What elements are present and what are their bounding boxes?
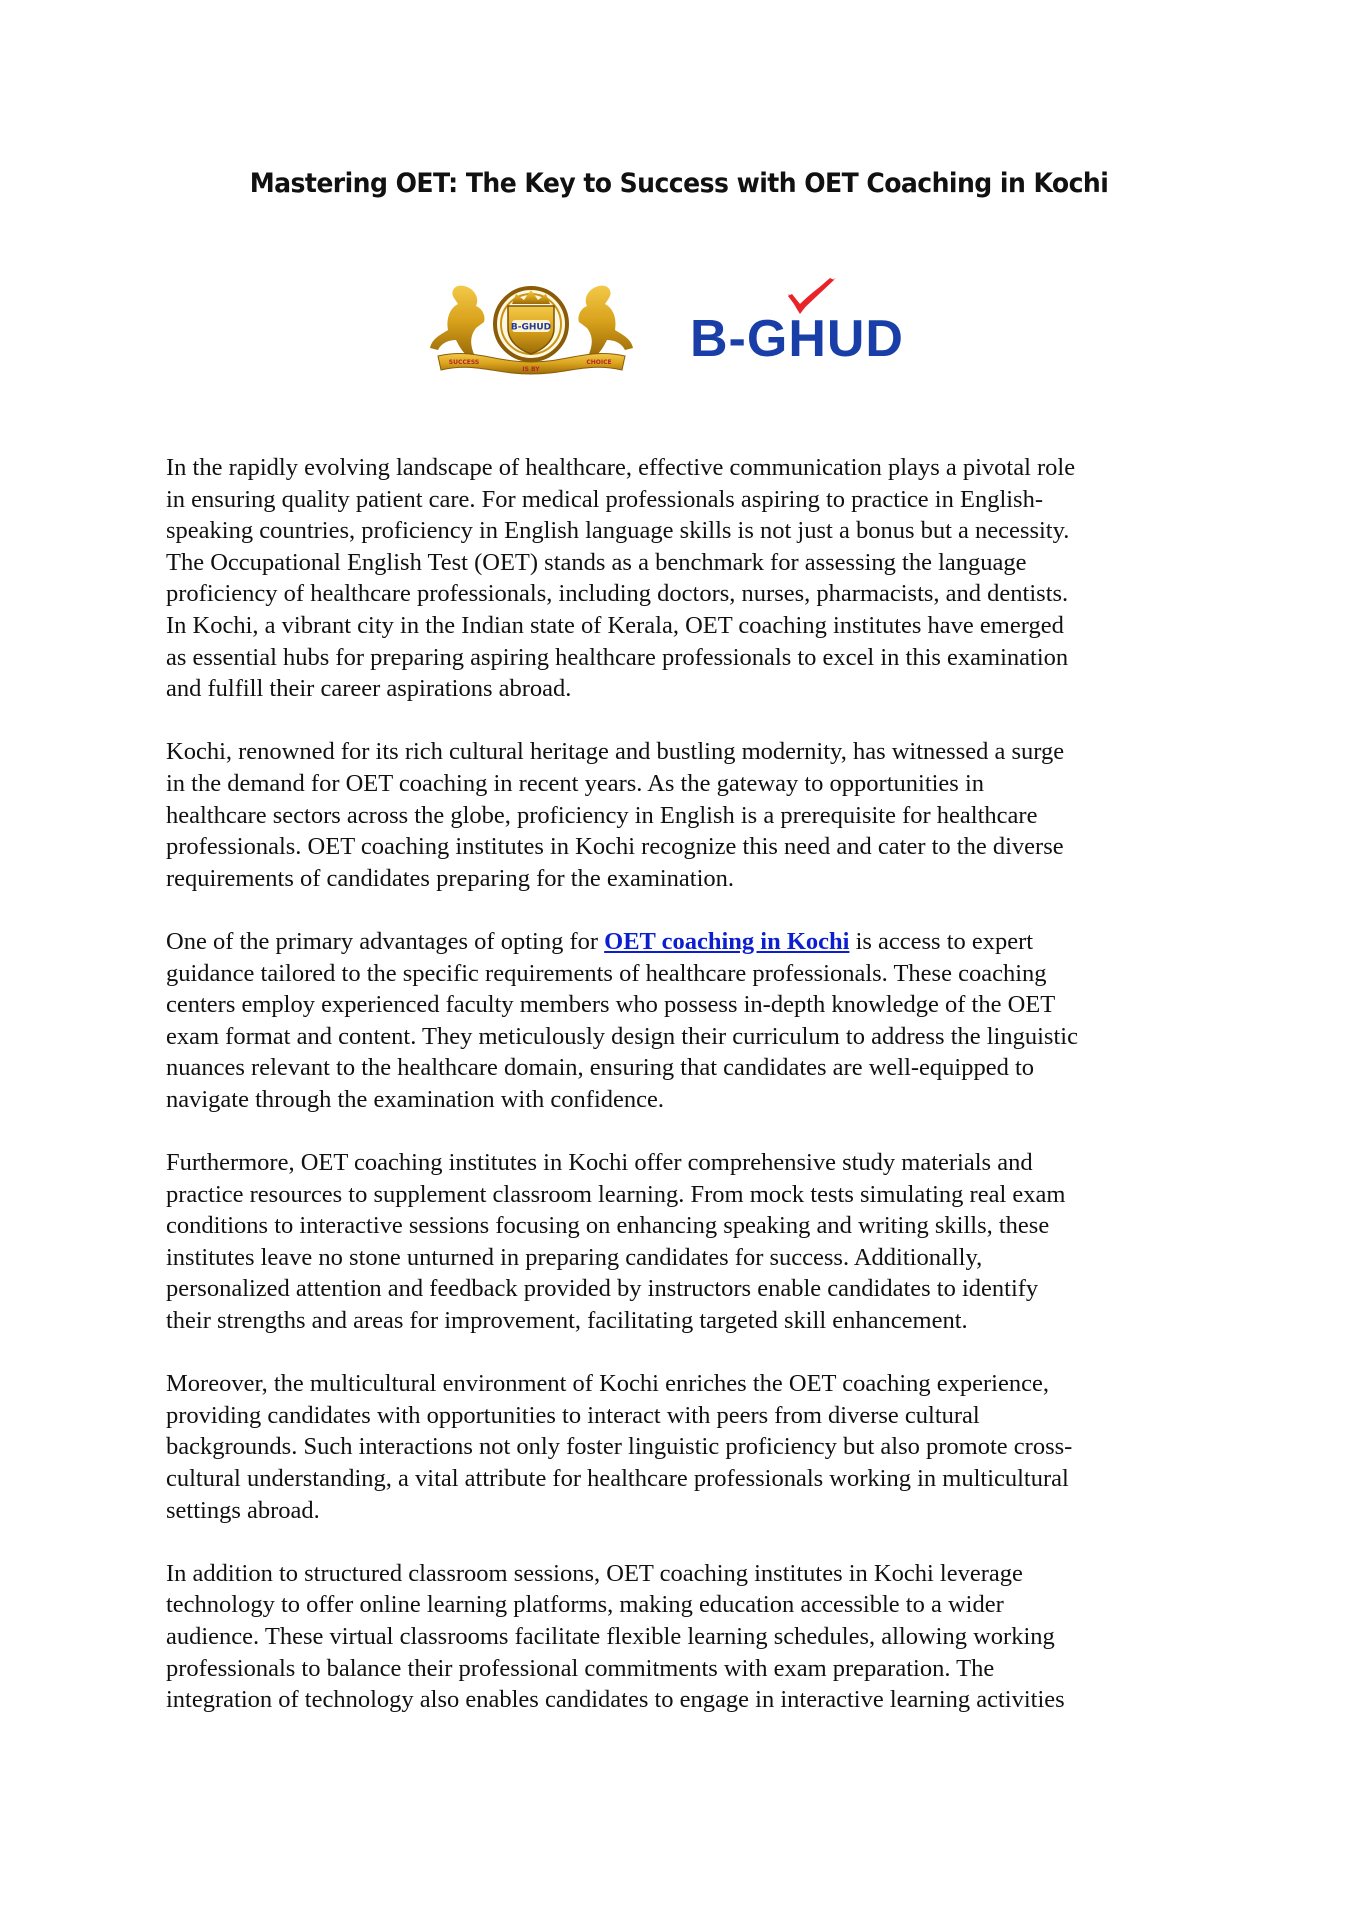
paragraph-1 bbox=[166, 452, 1206, 705]
text-line: Furthermore, OET coaching institutes in Kochi offer comprehensive study materials and bbox=[166, 1149, 1033, 1177]
text-line: In the rapidly evolving landscape of healthcare, effective communication plays a pivotal role bbox=[166, 454, 1076, 481]
oet-coaching-kochi-link[interactable]: OET coaching in Kochi bbox=[604, 927, 850, 955]
paragraph-4 bbox=[166, 1147, 1206, 1337]
page-title: Mastering OET: The Key to Success with OET Coaching in Kochi bbox=[249, 168, 1109, 199]
text-line: providing candidates with opportunities to interact with peers from diverse cultural bbox=[166, 1401, 980, 1429]
paragraph-5 bbox=[166, 1368, 1206, 1526]
text-line: Kochi, renowned for its rich cultural heritage and bustling modernity, has witnessed a surge bbox=[166, 738, 1065, 766]
text-line: nuances relevant to the healthcare domain, ensuring that candidates are well-equipped to bbox=[166, 1054, 1035, 1082]
text-line: audience. These virtual classrooms facilitate flexible learning schedules, allowing working bbox=[166, 1622, 1055, 1650]
svg-text:SUCCESS: SUCCESS bbox=[448, 359, 480, 366]
text-line: personalized attention and feedback provided by instructors enable candidates to identify bbox=[166, 1275, 1039, 1303]
text-line: guidance tailored to the specific requirements of healthcare professionals. These coaching bbox=[166, 959, 1047, 987]
text-line: cultural understanding, a vital attribute for healthcare professionals working in multicultural bbox=[166, 1465, 1069, 1492]
text-line: centers employ experienced faculty members who possess in-depth knowledge of the OET bbox=[166, 991, 1056, 1019]
text-line: proficiency of healthcare professionals, including doctors, nurses, pharmacists, and dentists. bbox=[166, 580, 1069, 608]
paragraph-2 bbox=[166, 736, 1206, 894]
crest-logo-icon bbox=[424, 278, 639, 378]
text-line: speaking countries, proficiency in English language skills is not just a bonus but a necessity. bbox=[166, 517, 1070, 545]
svg-text:B-GHUD: B-GHUD bbox=[690, 310, 904, 368]
text-line: professionals. OET coaching institutes in Kochi recognize this need and cater to the diverse bbox=[166, 833, 1064, 861]
text-line: in the demand for OET coaching in recent years. As the gateway to opportunities in bbox=[166, 769, 985, 797]
text-after-link: is access to expert bbox=[849, 927, 1034, 955]
text-line: In Kochi, a vibrant city in the Indian state of Kerala, OET coaching institutes have emerged bbox=[166, 611, 1064, 639]
article-body bbox=[166, 452, 1206, 1747]
text-line: settings abroad. bbox=[166, 1496, 320, 1524]
text-line: integration of technology also enables candidates to engage in interactive learning activities bbox=[166, 1686, 1065, 1714]
text-line: navigate through the examination with confidence. bbox=[166, 1085, 665, 1113]
text-line: healthcare sectors across the globe, proficiency in English is a prerequisite for healthcare bbox=[166, 801, 1038, 829]
svg-text:CHOICE: CHOICE bbox=[586, 359, 612, 366]
text-line: their strengths and areas for improvement, facilitating targeted skill enhancement. bbox=[166, 1307, 968, 1335]
text-line: backgrounds. Such interactions not only foster linguistic proficiency but also promote cross- bbox=[166, 1433, 1073, 1461]
text-line: professionals to balance their professional commitments with exam preparation. The bbox=[166, 1654, 995, 1682]
text-line-with-link bbox=[166, 926, 1206, 958]
text-line: institutes leave no stone unturned in preparing candidates for success. Additionally, bbox=[166, 1243, 983, 1271]
text-line: exam format and content. They meticulously design their curriculum to address the linguistic bbox=[166, 1022, 1078, 1050]
text-line: practice resources to supplement classroom learning. From mock tests simulating real exam bbox=[166, 1180, 1066, 1208]
paragraph-6 bbox=[166, 1558, 1206, 1716]
text-line: and fulfill their career aspirations abroad. bbox=[166, 675, 572, 703]
text-line: in ensuring quality patient care. For medical professionals aspiring to practice in English- bbox=[166, 485, 1043, 513]
text-line: as essential hubs for preparing aspiring healthcare professionals to excel in this examination bbox=[166, 643, 1069, 671]
logo-banner bbox=[424, 278, 924, 388]
text-line: The Occupational English Test (OET) stands as a benchmark for assessing the language bbox=[166, 548, 1027, 576]
svg-text:IS BY: IS BY bbox=[522, 366, 540, 373]
text-line: In addition to structured classroom sessions, OET coaching institutes in Kochi leverage bbox=[166, 1559, 1023, 1587]
text-line: conditions to interactive sessions focusing on enhancing speaking and writing skills, these bbox=[166, 1212, 1050, 1240]
paragraph-3 bbox=[166, 926, 1206, 1116]
text-line: Moreover, the multicultural environment of Kochi enriches the OET coaching experience, bbox=[166, 1370, 1049, 1398]
svg-text:B-GHUD: B-GHUD bbox=[510, 322, 552, 333]
text-line: technology to offer online learning platforms, making education accessible to a wider bbox=[166, 1591, 1004, 1619]
text-line: requirements of candidates preparing for the examination. bbox=[166, 864, 735, 892]
bghud-wordmark-icon bbox=[684, 278, 924, 378]
text-before-link: One of the primary advantages of opting for bbox=[166, 927, 605, 955]
